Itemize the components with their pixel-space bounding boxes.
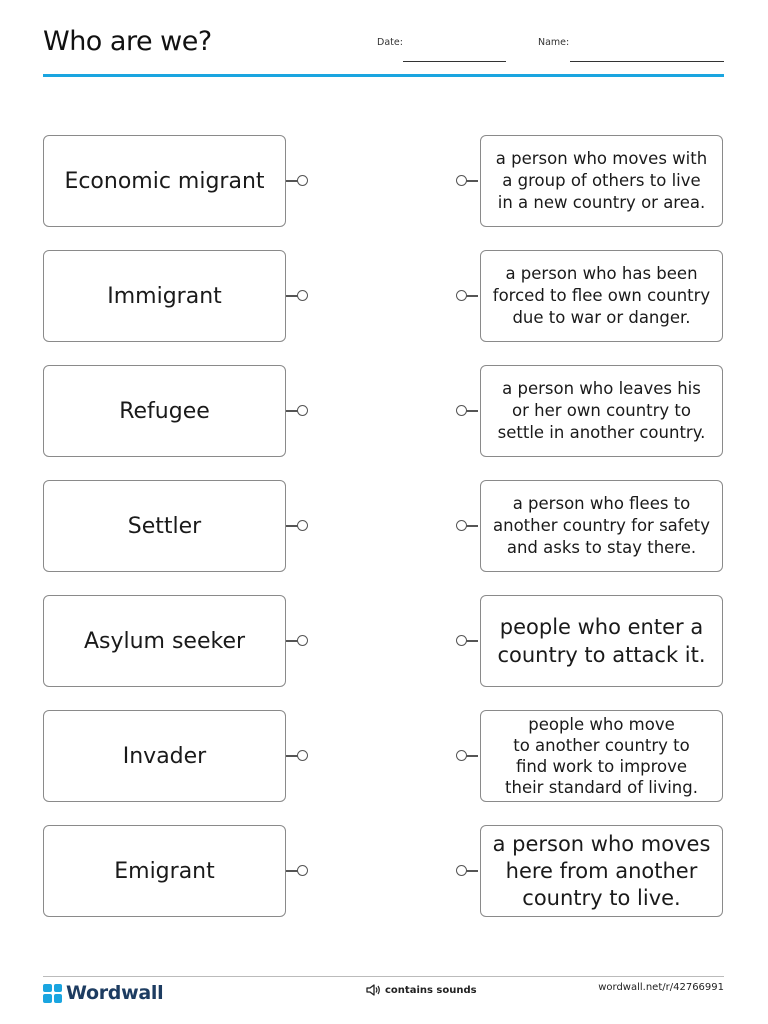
definition-line: people who enter a <box>499 615 704 639</box>
definition-line: here from another <box>505 858 698 883</box>
definition-connector[interactable] <box>456 520 478 532</box>
definition-connector[interactable] <box>456 405 478 417</box>
definition-line: or her own country to <box>512 401 691 420</box>
definition-connector[interactable] <box>456 865 478 877</box>
term-card[interactable] <box>43 710 286 802</box>
term-connector[interactable] <box>286 750 308 762</box>
term-card[interactable] <box>43 825 286 917</box>
definition-line: a person who moves with <box>495 149 708 168</box>
definition-line: a person who moves <box>492 831 711 856</box>
activity-url[interactable]: wordwall.net/r/42766991 <box>598 982 724 993</box>
definition-line: country to attack it. <box>497 643 706 667</box>
definition-line: and asks to stay there. <box>506 538 697 557</box>
term-label: Invader <box>122 743 207 769</box>
wordwall-logo <box>43 982 163 1004</box>
name-label: Name: <box>538 37 570 48</box>
term-label: Settler <box>127 513 202 539</box>
definition-connector[interactable] <box>456 290 478 302</box>
term-label: Emigrant <box>114 858 215 884</box>
term-label: Asylum seeker <box>83 628 246 654</box>
term-card[interactable] <box>43 365 286 457</box>
definition-card[interactable] <box>480 710 723 802</box>
definition-line: people who move <box>528 715 675 734</box>
term-connector[interactable] <box>286 405 308 417</box>
definition-line: settle in another country. <box>497 423 706 442</box>
definition-line: a group of others to live <box>502 171 701 190</box>
page-title: Who are we? <box>43 26 212 57</box>
definition-line: a person who flees to <box>512 494 691 513</box>
term-connector[interactable] <box>286 175 308 187</box>
definition-line: another country for safety <box>493 516 710 535</box>
name-field-line <box>570 61 724 62</box>
brand-name: Wordwall <box>66 982 164 1004</box>
wordwall-logo-icon <box>43 984 62 1003</box>
definition-card[interactable] <box>480 595 723 687</box>
speaker-icon <box>365 983 381 997</box>
term-card[interactable] <box>43 135 286 227</box>
term-connector[interactable] <box>286 290 308 302</box>
definition-line: in a new country or area. <box>497 193 706 212</box>
sounds-label: contains sounds <box>385 984 477 996</box>
term-card[interactable] <box>43 250 286 342</box>
definition-line: due to war or danger. <box>512 308 691 327</box>
definition-line: a person who leaves his <box>502 379 701 398</box>
sounds-notice <box>365 983 477 997</box>
date-field-line <box>403 61 506 62</box>
term-label: Economic migrant <box>64 168 265 194</box>
definition-line: find work to improve <box>515 757 688 776</box>
footer-divider <box>43 976 724 977</box>
definition-connector[interactable] <box>456 175 478 187</box>
term-card[interactable] <box>43 480 286 572</box>
definition-card[interactable] <box>480 480 723 572</box>
definition-line: their standard of living. <box>505 778 698 797</box>
definition-line: forced to flee own country <box>492 286 711 305</box>
definition-line: country to live. <box>522 885 681 910</box>
definition-line: to another country to <box>513 736 690 755</box>
definition-connector[interactable] <box>456 750 478 762</box>
term-connector[interactable] <box>286 865 308 877</box>
definition-line: a person who has been <box>505 264 698 283</box>
definition-card[interactable] <box>480 135 723 227</box>
term-connector[interactable] <box>286 635 308 647</box>
definition-card[interactable] <box>480 250 723 342</box>
definition-connector[interactable] <box>456 635 478 647</box>
header-divider <box>43 74 724 77</box>
definition-card[interactable] <box>480 825 723 917</box>
term-label: Immigrant <box>107 283 222 309</box>
term-card[interactable] <box>43 595 286 687</box>
definition-card[interactable] <box>480 365 723 457</box>
term-connector[interactable] <box>286 520 308 532</box>
date-label: Date: <box>377 37 403 48</box>
term-label: Refugee <box>119 398 210 424</box>
